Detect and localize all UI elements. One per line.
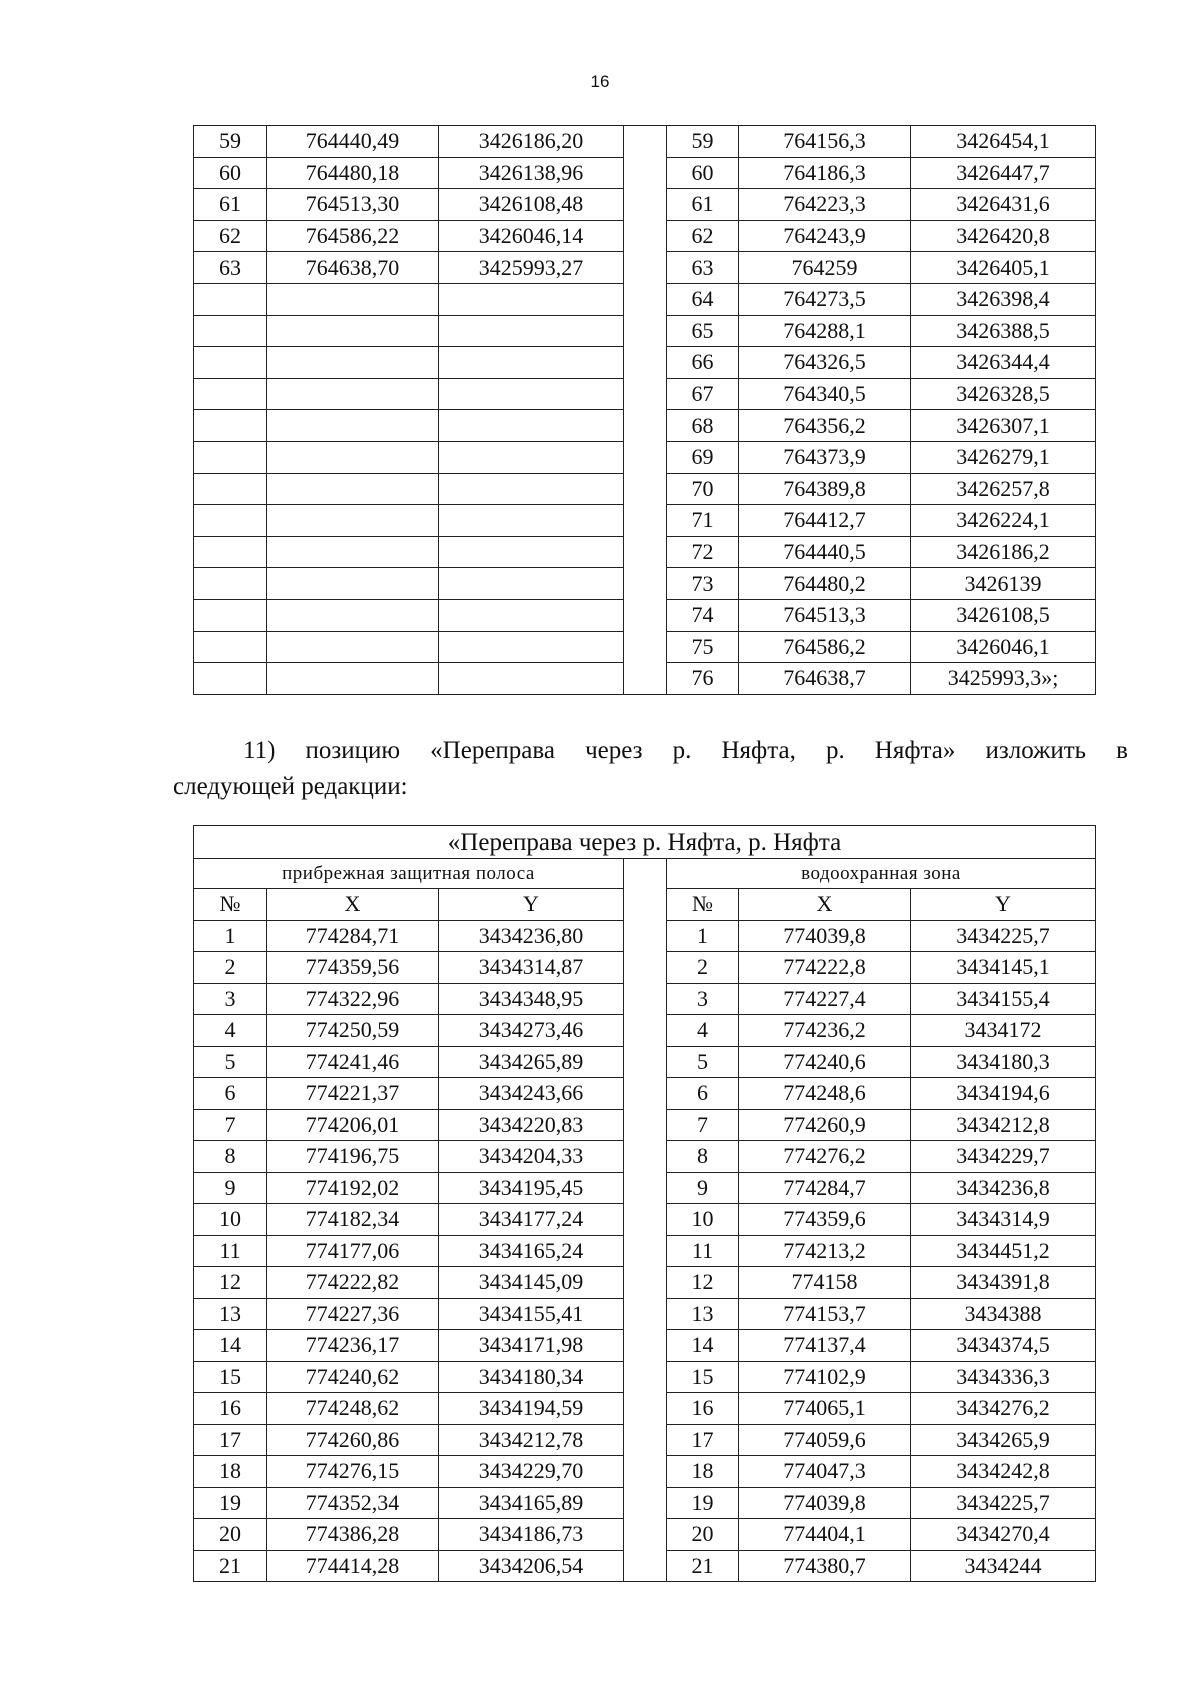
y-coordinate-cell: 3434236,80 — [439, 920, 624, 952]
x-coordinate-cell: 764440,5 — [739, 536, 911, 568]
point-number-cell: 2 — [667, 952, 739, 984]
x-coordinate-cell: 764586,22 — [267, 220, 439, 252]
point-number-cell: 16 — [667, 1393, 739, 1425]
y-coordinate-cell: 3426307,1 — [911, 410, 1096, 442]
water-protection-zone-header: водоохранная зона — [667, 859, 1096, 889]
point-number-cell: 63 — [667, 252, 739, 284]
x-coordinate-cell: 774359,56 — [267, 952, 439, 984]
y-coordinate-cell: 3426447,7 — [911, 157, 1096, 189]
y-coordinate-cell: 3434145,1 — [911, 952, 1096, 984]
y-coordinate-cell: 3434225,7 — [911, 1487, 1096, 1519]
point-number-cell: 5 — [194, 1046, 267, 1078]
point-number-cell: 68 — [667, 410, 739, 442]
point-number-cell: 10 — [667, 1204, 739, 1236]
point-number-cell — [194, 599, 267, 631]
x-coordinate-cell: 774039,8 — [739, 1487, 911, 1519]
table-title: «Переправа через р. Няфта, р. Няфта — [194, 826, 1096, 859]
x-coordinate-cell — [267, 283, 439, 315]
point-number-cell: 75 — [667, 631, 739, 663]
x-coordinate-cell: 774182,34 — [267, 1204, 439, 1236]
point-number-cell: 60 — [194, 157, 267, 189]
x-coordinate-cell: 774276,15 — [267, 1456, 439, 1488]
y-coordinate-cell — [439, 473, 624, 505]
point-number-cell: 21 — [194, 1550, 267, 1582]
point-number-cell: 62 — [194, 220, 267, 252]
x-coordinate-cell — [267, 599, 439, 631]
point-number-cell: 61 — [194, 189, 267, 221]
point-number-cell: 3 — [194, 983, 267, 1015]
y-coordinate-cell: 3434225,7 — [911, 920, 1096, 952]
y-coordinate-cell: 3434165,89 — [439, 1487, 624, 1519]
point-number-cell: 64 — [667, 283, 739, 315]
point-number-cell: 14 — [667, 1330, 739, 1362]
y-coordinate-cell — [439, 283, 624, 315]
x-coordinate-cell — [267, 410, 439, 442]
y-coordinate-cell: 3434145,09 — [439, 1267, 624, 1299]
point-number-cell: 7 — [194, 1109, 267, 1141]
x-coordinate-cell — [267, 631, 439, 663]
point-number-cell: 1 — [194, 920, 267, 952]
x-coordinate-cell — [267, 315, 439, 347]
x-coordinate-cell — [267, 473, 439, 505]
y-coordinate-cell: 3426046,14 — [439, 220, 624, 252]
point-number-cell — [194, 663, 267, 695]
x-coordinate-cell: 764340,5 — [739, 378, 911, 410]
x-coordinate-cell: 774177,06 — [267, 1235, 439, 1267]
x-coordinate-cell: 774240,6 — [739, 1046, 911, 1078]
y-coordinate-cell: 3434195,45 — [439, 1172, 624, 1204]
x-coordinate-cell: 774047,3 — [739, 1456, 911, 1488]
y-coordinate-cell: 3434265,89 — [439, 1046, 624, 1078]
y-coordinate-cell: 3426224,1 — [911, 505, 1096, 537]
x-coordinate-cell — [267, 568, 439, 600]
y-coordinate-cell: 3426186,20 — [439, 126, 624, 158]
x-coordinate-cell: 774222,82 — [267, 1267, 439, 1299]
x-coordinate-cell: 774221,37 — [267, 1078, 439, 1110]
y-coordinate-cell — [439, 505, 624, 537]
y-coordinate-cell: 3434314,87 — [439, 952, 624, 984]
y-coordinate-cell: 3434236,8 — [911, 1172, 1096, 1204]
x-coordinate-cell: 774153,7 — [739, 1298, 911, 1330]
x-coordinate-cell: 764586,2 — [739, 631, 911, 663]
x-coordinate-cell: 774059,6 — [739, 1424, 911, 1456]
point-number-cell: 7 — [667, 1109, 739, 1141]
x-coordinate-cell: 764513,3 — [739, 599, 911, 631]
x-coordinate-cell: 764273,5 — [739, 283, 911, 315]
point-number-cell: 1 — [667, 920, 739, 952]
point-number-cell: 9 — [667, 1172, 739, 1204]
point-number-cell: 17 — [667, 1424, 739, 1456]
x-coordinate-cell: 774192,02 — [267, 1172, 439, 1204]
y-coordinate-cell: 3434204,33 — [439, 1141, 624, 1173]
x-coordinate-cell: 774284,71 — [267, 920, 439, 952]
x-coordinate-cell: 774236,17 — [267, 1330, 439, 1362]
y-coordinate-cell — [439, 410, 624, 442]
x-coordinate-cell: 774065,1 — [739, 1393, 911, 1425]
y-coordinate-cell — [439, 568, 624, 600]
x-coordinate-cell: 774352,34 — [267, 1487, 439, 1519]
x-coordinate-cell: 764513,30 — [267, 189, 439, 221]
y-coordinate-cell: 3434314,9 — [911, 1204, 1096, 1236]
point-number-cell — [194, 505, 267, 537]
y-coordinate-cell — [439, 599, 624, 631]
x-coordinate-cell: 764480,18 — [267, 157, 439, 189]
x-coordinate-cell: 774248,6 — [739, 1078, 911, 1110]
x-coordinate-cell: 774248,62 — [267, 1393, 439, 1425]
x-coordinate-cell: 774206,01 — [267, 1109, 439, 1141]
y-coordinate-cell: 3434186,73 — [439, 1519, 624, 1551]
point-number-cell: 63 — [194, 252, 267, 284]
y-coordinate-cell: 3434242,8 — [911, 1456, 1096, 1488]
y-coordinate-cell: 3434194,59 — [439, 1393, 624, 1425]
x-coordinate-cell — [267, 378, 439, 410]
coordinates-table-body — [194, 126, 1096, 695]
x-coordinate-cell: 764373,9 — [739, 441, 911, 473]
y-coordinate-cell: 3434229,7 — [911, 1141, 1096, 1173]
point-number-cell: 17 — [194, 1424, 267, 1456]
x-coordinate-cell: 764638,70 — [267, 252, 439, 284]
point-number-cell — [194, 473, 267, 505]
y-coordinate-cell — [439, 315, 624, 347]
y-coordinate-cell: 3425993,27 — [439, 252, 624, 284]
x-coordinate-cell: 764288,1 — [739, 315, 911, 347]
y-coordinate-cell: 3434212,78 — [439, 1424, 624, 1456]
point-number-cell — [194, 378, 267, 410]
y-coordinate-cell: 3426344,4 — [911, 347, 1096, 379]
point-number-cell: 65 — [667, 315, 739, 347]
y-coordinate-cell: 3426139 — [911, 568, 1096, 600]
y-coordinate-cell: 3426046,1 — [911, 631, 1096, 663]
point-number-cell: 12 — [194, 1267, 267, 1299]
column-header-y: Y — [911, 889, 1096, 921]
point-number-cell: 72 — [667, 536, 739, 568]
y-coordinate-cell: 3434165,24 — [439, 1235, 624, 1267]
crossing-table-body — [194, 826, 1096, 1582]
x-coordinate-cell: 774236,2 — [739, 1015, 911, 1047]
point-number-cell: 60 — [667, 157, 739, 189]
point-number-cell: 74 — [667, 599, 739, 631]
y-coordinate-cell: 3426108,48 — [439, 189, 624, 221]
y-coordinate-cell — [439, 631, 624, 663]
x-coordinate-cell: 774241,46 — [267, 1046, 439, 1078]
point-number-cell: 8 — [194, 1141, 267, 1173]
point-number-cell: 8 — [667, 1141, 739, 1173]
x-coordinate-cell: 774380,7 — [739, 1550, 911, 1582]
point-number-cell: 2 — [194, 952, 267, 984]
y-coordinate-cell — [439, 441, 624, 473]
point-number-cell — [194, 536, 267, 568]
table-row — [194, 126, 1096, 158]
point-number-cell: 4 — [667, 1015, 739, 1047]
x-coordinate-cell: 764480,2 — [739, 568, 911, 600]
column-header-number: № — [667, 889, 739, 921]
y-coordinate-cell: 3434172 — [911, 1015, 1096, 1047]
x-coordinate-cell: 774222,8 — [739, 952, 911, 984]
column-gap — [624, 859, 667, 1582]
page-number: 16 — [590, 72, 610, 91]
point-number-cell: 69 — [667, 441, 739, 473]
x-coordinate-cell: 774196,75 — [267, 1141, 439, 1173]
y-coordinate-cell: 3434265,9 — [911, 1424, 1096, 1456]
point-number-cell: 15 — [667, 1361, 739, 1393]
x-coordinate-cell — [267, 536, 439, 568]
y-coordinate-cell: 3426405,1 — [911, 252, 1096, 284]
y-coordinate-cell: 3434177,24 — [439, 1204, 624, 1236]
point-number-cell — [194, 347, 267, 379]
y-coordinate-cell — [439, 347, 624, 379]
y-coordinate-cell: 3434336,3 — [911, 1361, 1096, 1393]
point-number-cell: 11 — [667, 1235, 739, 1267]
x-coordinate-cell: 774276,2 — [739, 1141, 911, 1173]
x-coordinate-cell: 774227,36 — [267, 1298, 439, 1330]
y-coordinate-cell: 3426138,96 — [439, 157, 624, 189]
y-coordinate-cell: 3434348,95 — [439, 983, 624, 1015]
coordinates-table-continued — [193, 125, 1096, 695]
point-number-cell — [194, 441, 267, 473]
point-number-cell: 18 — [194, 1456, 267, 1488]
column-header-x: X — [739, 889, 911, 921]
y-coordinate-cell: 3426431,6 — [911, 189, 1096, 221]
point-number-cell: 13 — [667, 1298, 739, 1330]
x-coordinate-cell — [267, 441, 439, 473]
point-number-cell — [194, 283, 267, 315]
point-number-cell: 3 — [667, 983, 739, 1015]
point-number-cell: 19 — [194, 1487, 267, 1519]
x-coordinate-cell — [267, 663, 439, 695]
x-coordinate-cell: 774102,9 — [739, 1361, 911, 1393]
x-coordinate-cell: 764186,3 — [739, 157, 911, 189]
x-coordinate-cell: 774240,62 — [267, 1361, 439, 1393]
x-coordinate-cell: 774137,4 — [739, 1330, 911, 1362]
point-number-cell — [194, 410, 267, 442]
x-coordinate-cell: 774158 — [739, 1267, 911, 1299]
y-coordinate-cell: 3434206,54 — [439, 1550, 624, 1582]
point-number-cell — [194, 568, 267, 600]
x-coordinate-cell: 774414,28 — [267, 1550, 439, 1582]
column-header-x: X — [267, 889, 439, 921]
y-coordinate-cell: 3434388 — [911, 1298, 1096, 1330]
y-coordinate-cell: 3426388,5 — [911, 315, 1096, 347]
point-number-cell: 14 — [194, 1330, 267, 1362]
x-coordinate-cell: 764412,7 — [739, 505, 911, 537]
point-number-cell — [194, 631, 267, 663]
x-coordinate-cell: 774386,28 — [267, 1519, 439, 1551]
point-number-cell: 4 — [194, 1015, 267, 1047]
column-header-y: Y — [439, 889, 624, 921]
x-coordinate-cell: 774260,9 — [739, 1109, 911, 1141]
y-coordinate-cell: 3434180,34 — [439, 1361, 624, 1393]
y-coordinate-cell: 3434273,46 — [439, 1015, 624, 1047]
y-coordinate-cell: 3426398,4 — [911, 283, 1096, 315]
y-coordinate-cell — [439, 378, 624, 410]
point-number-cell: 59 — [667, 126, 739, 158]
coastal-protective-strip-header: прибрежная защитная полоса — [194, 859, 624, 889]
y-coordinate-cell: 3426279,1 — [911, 441, 1096, 473]
x-coordinate-cell: 764243,9 — [739, 220, 911, 252]
amendment-paragraph — [173, 733, 1128, 805]
x-coordinate-cell: 764638,7 — [739, 663, 911, 695]
y-coordinate-cell: 3426328,5 — [911, 378, 1096, 410]
point-number-cell: 67 — [667, 378, 739, 410]
point-number-cell: 12 — [667, 1267, 739, 1299]
y-coordinate-cell: 3434171,98 — [439, 1330, 624, 1362]
y-coordinate-cell: 3434243,66 — [439, 1078, 624, 1110]
y-coordinate-cell: 3426257,8 — [911, 473, 1096, 505]
point-number-cell: 73 — [667, 568, 739, 600]
point-number-cell: 66 — [667, 347, 739, 379]
point-number-cell: 19 — [667, 1487, 739, 1519]
point-number-cell: 6 — [194, 1078, 267, 1110]
point-number-cell: 62 — [667, 220, 739, 252]
x-coordinate-cell: 764440,49 — [267, 126, 439, 158]
y-coordinate-cell — [439, 536, 624, 568]
point-number-cell: 13 — [194, 1298, 267, 1330]
y-coordinate-cell: 3426186,2 — [911, 536, 1096, 568]
point-number-cell: 21 — [667, 1550, 739, 1582]
crossing-coordinates-table — [193, 825, 1096, 1582]
y-coordinate-cell: 3426420,8 — [911, 220, 1096, 252]
paragraph-line-1: 11) позицию «Переправа через р. Няфта, р. Няфта» изложить в — [243, 737, 1128, 764]
column-gap — [624, 126, 667, 695]
y-coordinate-cell: 3434229,70 — [439, 1456, 624, 1488]
x-coordinate-cell: 774284,7 — [739, 1172, 911, 1204]
x-coordinate-cell: 774213,2 — [739, 1235, 911, 1267]
x-coordinate-cell — [267, 505, 439, 537]
y-coordinate-cell: 3434212,8 — [911, 1109, 1096, 1141]
y-coordinate-cell: 3434276,2 — [911, 1393, 1096, 1425]
point-number-cell: 59 — [194, 126, 267, 158]
paragraph-line-2: следующей редакции: — [173, 773, 408, 800]
y-coordinate-cell: 3434374,5 — [911, 1330, 1096, 1362]
x-coordinate-cell: 774404,1 — [739, 1519, 911, 1551]
point-number-cell: 20 — [667, 1519, 739, 1551]
x-coordinate-cell: 764259 — [739, 252, 911, 284]
x-coordinate-cell: 764223,3 — [739, 189, 911, 221]
column-header-number: № — [194, 889, 267, 921]
y-coordinate-cell: 3434270,4 — [911, 1519, 1096, 1551]
x-coordinate-cell — [267, 347, 439, 379]
point-number-cell: 70 — [667, 473, 739, 505]
point-number-cell: 16 — [194, 1393, 267, 1425]
x-coordinate-cell: 774227,4 — [739, 983, 911, 1015]
point-number-cell: 20 — [194, 1519, 267, 1551]
x-coordinate-cell: 774359,6 — [739, 1204, 911, 1236]
point-number-cell: 9 — [194, 1172, 267, 1204]
y-coordinate-cell: 3426454,1 — [911, 126, 1096, 158]
point-number-cell — [194, 315, 267, 347]
y-coordinate-cell: 3434391,8 — [911, 1267, 1096, 1299]
x-coordinate-cell: 764356,2 — [739, 410, 911, 442]
x-coordinate-cell: 774250,59 — [267, 1015, 439, 1047]
y-coordinate-cell: 3434244 — [911, 1550, 1096, 1582]
y-coordinate-cell: 3434155,4 — [911, 983, 1096, 1015]
x-coordinate-cell: 764156,3 — [739, 126, 911, 158]
y-coordinate-cell: 3426108,5 — [911, 599, 1096, 631]
point-number-cell: 18 — [667, 1456, 739, 1488]
y-coordinate-cell: 3434451,2 — [911, 1235, 1096, 1267]
x-coordinate-cell: 764389,8 — [739, 473, 911, 505]
x-coordinate-cell: 774260,86 — [267, 1424, 439, 1456]
point-number-cell: 15 — [194, 1361, 267, 1393]
y-coordinate-cell: 3434180,3 — [911, 1046, 1096, 1078]
point-number-cell: 11 — [194, 1235, 267, 1267]
y-coordinate-cell: 3434155,41 — [439, 1298, 624, 1330]
y-coordinate-cell: 3434194,6 — [911, 1078, 1096, 1110]
x-coordinate-cell: 774039,8 — [739, 920, 911, 952]
x-coordinate-cell: 764326,5 — [739, 347, 911, 379]
y-coordinate-cell — [439, 663, 624, 695]
point-number-cell: 71 — [667, 505, 739, 537]
point-number-cell: 76 — [667, 663, 739, 695]
point-number-cell: 6 — [667, 1078, 739, 1110]
y-coordinate-cell: 3425993,3»; — [911, 663, 1096, 695]
point-number-cell: 5 — [667, 1046, 739, 1078]
point-number-cell: 61 — [667, 189, 739, 221]
point-number-cell: 10 — [194, 1204, 267, 1236]
x-coordinate-cell: 774322,96 — [267, 983, 439, 1015]
y-coordinate-cell: 3434220,83 — [439, 1109, 624, 1141]
